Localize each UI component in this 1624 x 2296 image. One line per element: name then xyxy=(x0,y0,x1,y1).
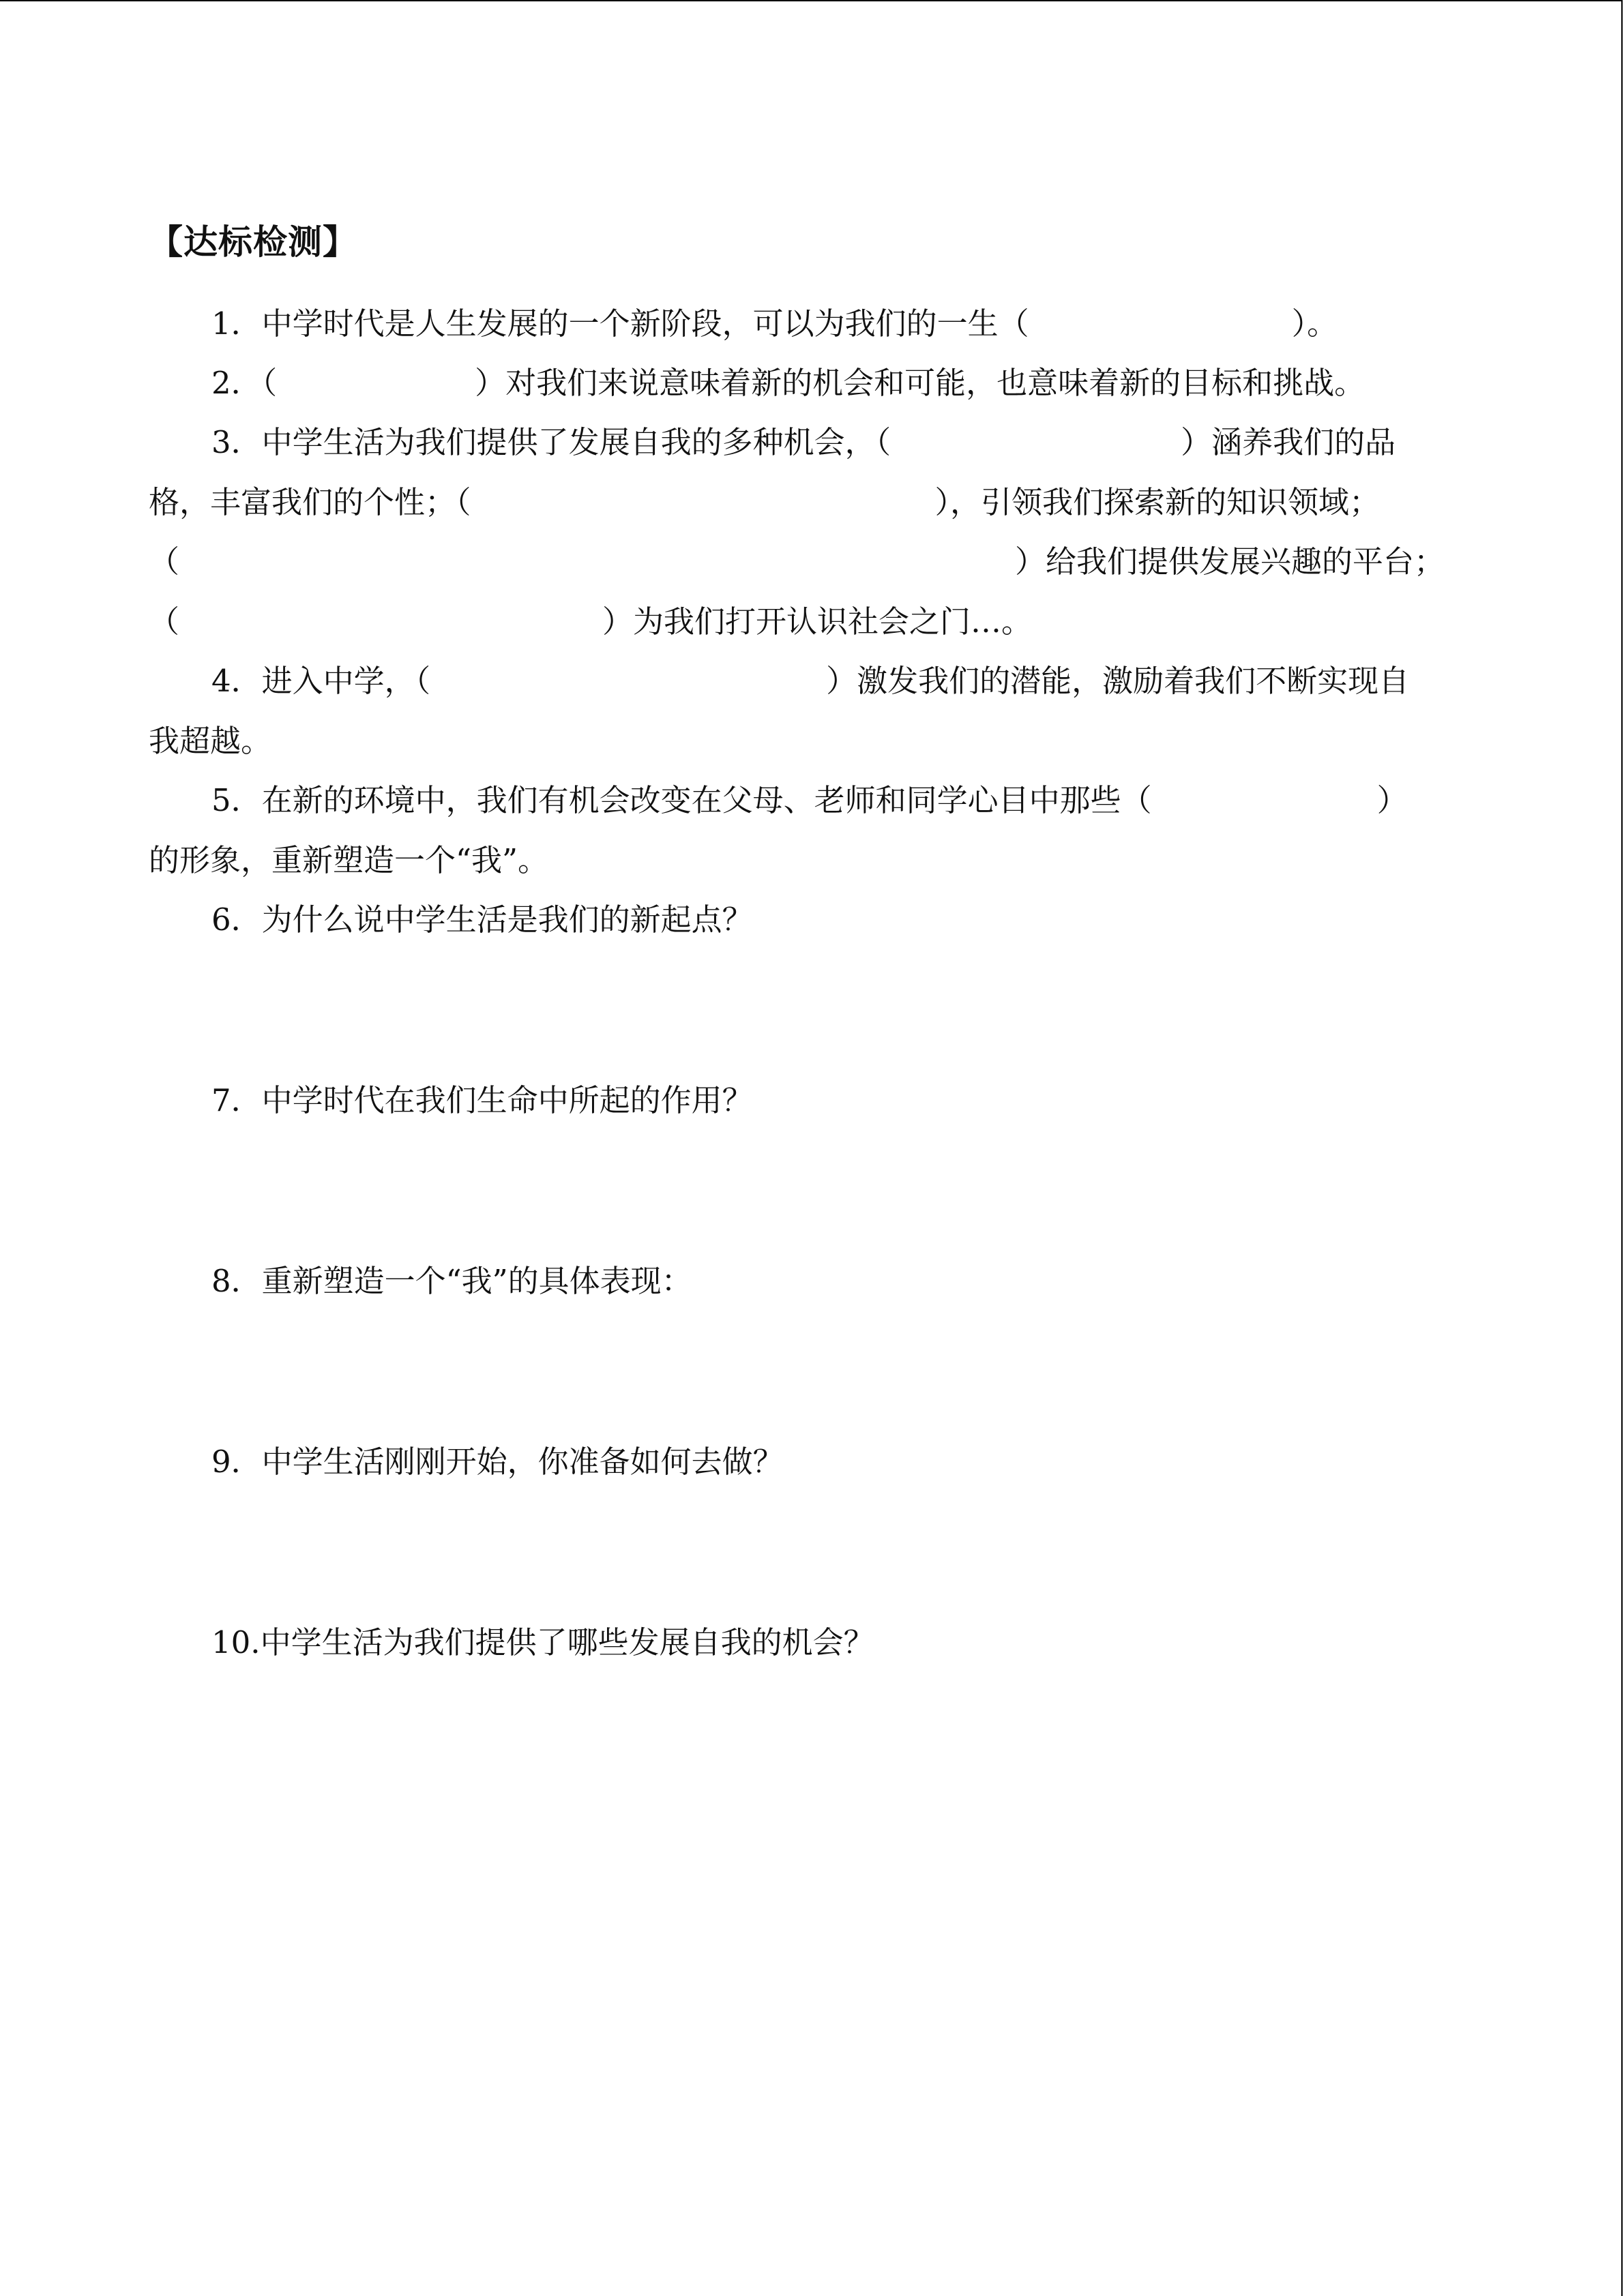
question-3-line-2 xyxy=(149,479,1380,526)
question-5-line-1 xyxy=(211,777,1408,824)
question-number: 7． xyxy=(211,1082,262,1118)
question-text: 中学生活为我们提供了哪些发展自我的机会？ xyxy=(260,1624,874,1660)
question-10 xyxy=(211,1619,874,1667)
question-text: ）激发我们的潜能，激励着我们不断实现自 xyxy=(826,663,1410,699)
question-text: 格，丰富我们的个性；（ xyxy=(149,484,471,520)
question-number: 8． xyxy=(211,1263,262,1299)
question-text: 进入中学，（ xyxy=(261,663,431,699)
question-9 xyxy=(211,1438,784,1486)
question-5-line-2: 的形象，重新塑造一个“我”。 xyxy=(149,842,549,878)
question-text: ）对我们来说意味着新的机会和可能，也意味着新的目标和挑战。 xyxy=(475,365,1365,401)
question-number: 4． xyxy=(211,663,262,699)
question-7 xyxy=(211,1077,753,1124)
question-text: ）涵养我们的品 xyxy=(1181,424,1396,460)
question-text: 中学生活为我们提供了发展自我的多种机会，（ xyxy=(261,424,891,460)
question-text: ）给我们提供发展兴趣的平台； xyxy=(1015,543,1445,580)
question-3-line-3 xyxy=(149,538,1445,586)
question-8 xyxy=(211,1257,692,1305)
question-6 xyxy=(211,896,753,944)
question-number: 5． xyxy=(211,782,262,818)
section-title: 【达标检测】 xyxy=(149,222,357,262)
question-text: （ xyxy=(261,365,278,401)
question-text: 在新的环境中，我们有机会改变在父母、老师和同学心目中那些（ xyxy=(261,782,1152,818)
question-text: 中学时代在我们生命中所起的作用？ xyxy=(261,1082,753,1118)
question-text: 为什么说中学生活是我们的新起点？ xyxy=(261,901,753,938)
question-text: （ xyxy=(149,603,180,640)
question-text: ）为我们打开认识社会之门…。 xyxy=(602,603,1033,640)
question-4-line-1 xyxy=(211,657,1409,705)
question-text: ） xyxy=(1376,782,1408,818)
question-number: 6． xyxy=(211,901,262,938)
question-text: 中学时代是人生发展的一个新阶段，可以为我们的一生（ xyxy=(261,305,1029,342)
question-3-line-4 xyxy=(149,598,1032,646)
question-text: 重新塑造一个“我”的具体表现： xyxy=(261,1263,692,1299)
question-4-line-2: 我超越。 xyxy=(149,723,272,759)
question-3-line-1 xyxy=(211,419,1396,466)
question-text: ）。 xyxy=(1291,305,1338,342)
question-number: 10. xyxy=(211,1624,261,1660)
question-1 xyxy=(211,300,1338,348)
question-text: 中学生活刚刚开始，你准备如何去做？ xyxy=(261,1444,784,1480)
question-2 xyxy=(211,359,1365,407)
question-text: （ xyxy=(149,543,180,580)
question-number: 9． xyxy=(211,1444,262,1480)
question-number: 1． xyxy=(211,305,262,342)
question-number: 2． xyxy=(211,365,262,401)
question-text: ），引领我们探索新的知识领域； xyxy=(934,484,1381,520)
question-number: 3． xyxy=(211,424,262,460)
